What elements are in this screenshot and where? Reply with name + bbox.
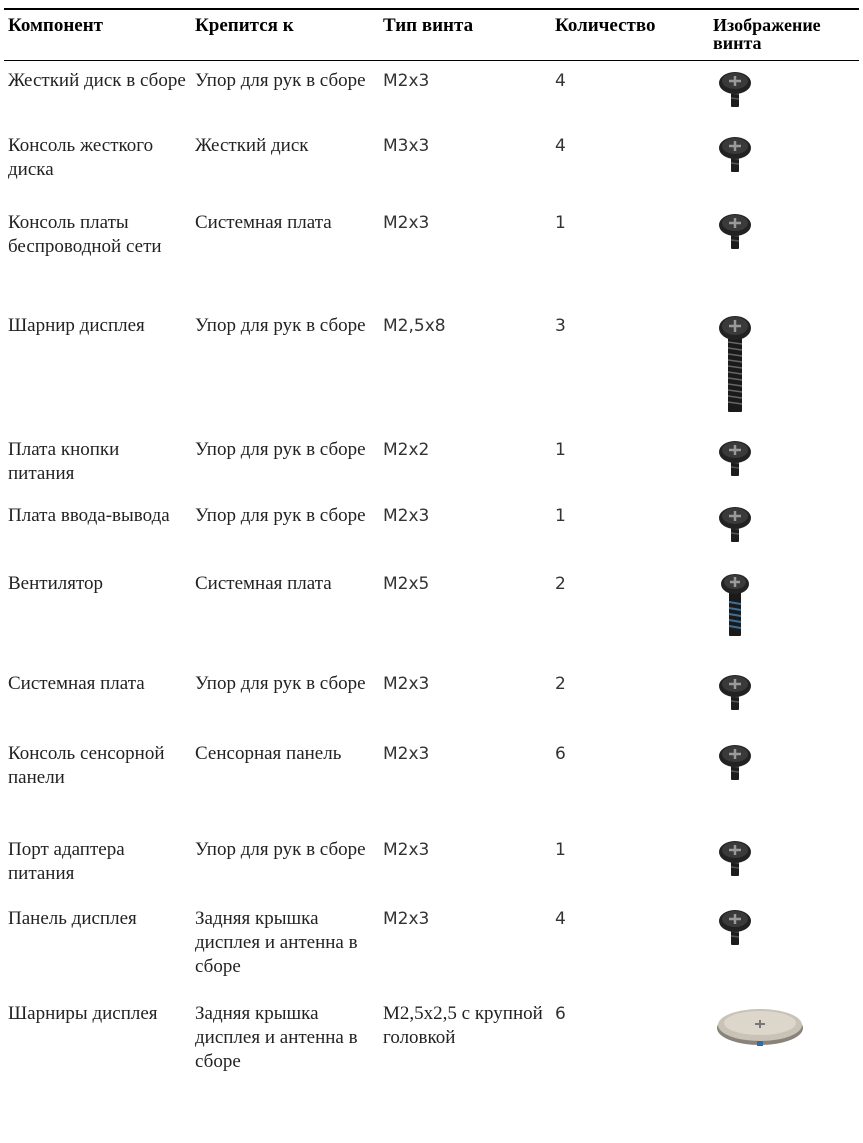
cell-quantity: 1 bbox=[555, 505, 566, 526]
cell-component: Порт адаптера питания bbox=[8, 838, 125, 884]
cell-screw-type: M2x2 bbox=[383, 439, 430, 460]
cell-quantity: 4 bbox=[555, 71, 566, 91]
table-row bbox=[4, 838, 859, 907]
short-screw-icon bbox=[715, 134, 855, 174]
cell-screw-image bbox=[709, 438, 859, 504]
cell-quantity: 6 bbox=[555, 1003, 566, 1024]
cell-screw-image bbox=[709, 211, 859, 314]
cell-quantity: 2 bbox=[555, 673, 566, 694]
cell-component: Жесткий диск в сборе bbox=[8, 70, 186, 91]
cell-screw-type: M2x3 bbox=[383, 505, 430, 526]
cell-screw-image bbox=[709, 314, 859, 438]
cell-screw-type: M2x5 bbox=[383, 573, 430, 594]
table-row bbox=[4, 134, 859, 211]
cell-screw-type: M2x3 bbox=[383, 908, 430, 929]
table-row bbox=[4, 504, 859, 572]
table-row bbox=[4, 438, 859, 504]
cell-screw-type: M2x3 bbox=[383, 839, 430, 860]
cell-attached-to: Системная плата bbox=[195, 572, 332, 594]
cell-quantity: 1 bbox=[555, 439, 566, 460]
cell-attached-to: Упор для рук в сборе bbox=[195, 672, 366, 694]
cell-attached-to: Жесткий диск bbox=[195, 134, 309, 156]
cell-screw-image bbox=[709, 504, 859, 572]
header-attached-to: Крепится к bbox=[195, 15, 294, 36]
cell-screw-type: M2,5x8 bbox=[383, 315, 446, 336]
cell-component: Консоль платы беспроводной сети bbox=[8, 211, 162, 257]
table-row bbox=[4, 672, 859, 742]
short-screw-icon bbox=[715, 907, 855, 947]
cell-quantity: 4 bbox=[555, 135, 566, 156]
cell-component: Системная плата bbox=[8, 672, 145, 694]
cell-attached-to: Упор для рук в сборе bbox=[195, 70, 366, 91]
cell-attached-to: Упор для рук в сборе bbox=[195, 504, 366, 526]
header-quantity: Количество bbox=[555, 15, 656, 36]
cell-attached-to: Сенсорная панель bbox=[195, 742, 342, 764]
short-screw-icon bbox=[715, 838, 855, 878]
header-component: Компонент bbox=[8, 15, 104, 36]
cell-component: Вентилятор bbox=[8, 572, 104, 594]
table-row bbox=[4, 572, 859, 672]
short-screw-icon bbox=[715, 69, 855, 109]
short-screw-icon bbox=[715, 438, 855, 478]
screw-list-page bbox=[4, 8, 863, 1090]
table-header-row bbox=[4, 9, 859, 61]
cell-quantity: 6 bbox=[555, 743, 566, 764]
table-row bbox=[4, 314, 859, 438]
cell-attached-to: Задняя крышка дисплея и антенна в сборе bbox=[195, 1002, 358, 1072]
large-head-screw-icon bbox=[715, 1002, 855, 1046]
cell-attached-to: Упор для рук в сборе bbox=[195, 314, 366, 336]
long-screw-icon bbox=[715, 314, 855, 414]
table-row bbox=[4, 742, 859, 838]
cell-screw-type: M2x3 bbox=[383, 71, 430, 91]
cell-screw-image bbox=[709, 907, 859, 1002]
short-screw-icon bbox=[715, 742, 855, 782]
cell-quantity: 4 bbox=[555, 908, 566, 929]
cell-screw-type: M3x3 bbox=[383, 135, 430, 156]
short-screw-icon bbox=[715, 672, 855, 712]
cell-quantity: 3 bbox=[555, 315, 566, 336]
cell-component: Консоль сенсорной панели bbox=[8, 742, 165, 788]
cell-component: Плата кнопки питания bbox=[8, 438, 120, 484]
cell-attached-to: Упор для рук в сборе bbox=[195, 438, 366, 460]
cell-component: Консоль жесткого диска bbox=[8, 134, 154, 180]
cell-component: Шарниры дисплея bbox=[8, 1002, 158, 1024]
cell-component: Шарнир дисплея bbox=[8, 314, 145, 336]
cell-component: Панель дисплея bbox=[8, 907, 137, 929]
cell-screw-image bbox=[709, 672, 859, 742]
cell-screw-image bbox=[709, 572, 859, 672]
cell-attached-to: Системная плата bbox=[195, 211, 332, 233]
cell-attached-to: Задняя крышка дисплея и антенна в сборе bbox=[195, 907, 358, 977]
short-screw-icon bbox=[715, 211, 855, 251]
cell-screw-image bbox=[709, 838, 859, 907]
table-row bbox=[4, 61, 859, 134]
header-screw-image: Изображение винта bbox=[713, 15, 821, 53]
medium-screw-icon bbox=[715, 572, 855, 638]
cell-screw-image bbox=[709, 61, 859, 134]
cell-screw-image bbox=[709, 1002, 859, 1090]
cell-screw-image bbox=[709, 742, 859, 838]
cell-screw-type: M2x3 bbox=[383, 212, 430, 233]
cell-screw-type: M2,5x2,5 с крупной головкой bbox=[383, 1002, 543, 1048]
screw-table bbox=[4, 8, 859, 1090]
cell-quantity: 2 bbox=[555, 573, 566, 594]
short-screw-icon bbox=[715, 504, 855, 544]
cell-quantity: 1 bbox=[555, 839, 566, 860]
cell-screw-image bbox=[709, 134, 859, 211]
cell-screw-type: M2x3 bbox=[383, 743, 430, 764]
cell-component: Плата ввода-вывода bbox=[8, 504, 170, 526]
cell-attached-to: Упор для рук в сборе bbox=[195, 838, 366, 860]
header-screw-type: Тип винта bbox=[383, 15, 474, 36]
cell-screw-type: M2x3 bbox=[383, 673, 430, 694]
table-row bbox=[4, 1002, 859, 1090]
table-row bbox=[4, 211, 859, 314]
cell-quantity: 1 bbox=[555, 212, 566, 233]
table-row bbox=[4, 907, 859, 1002]
